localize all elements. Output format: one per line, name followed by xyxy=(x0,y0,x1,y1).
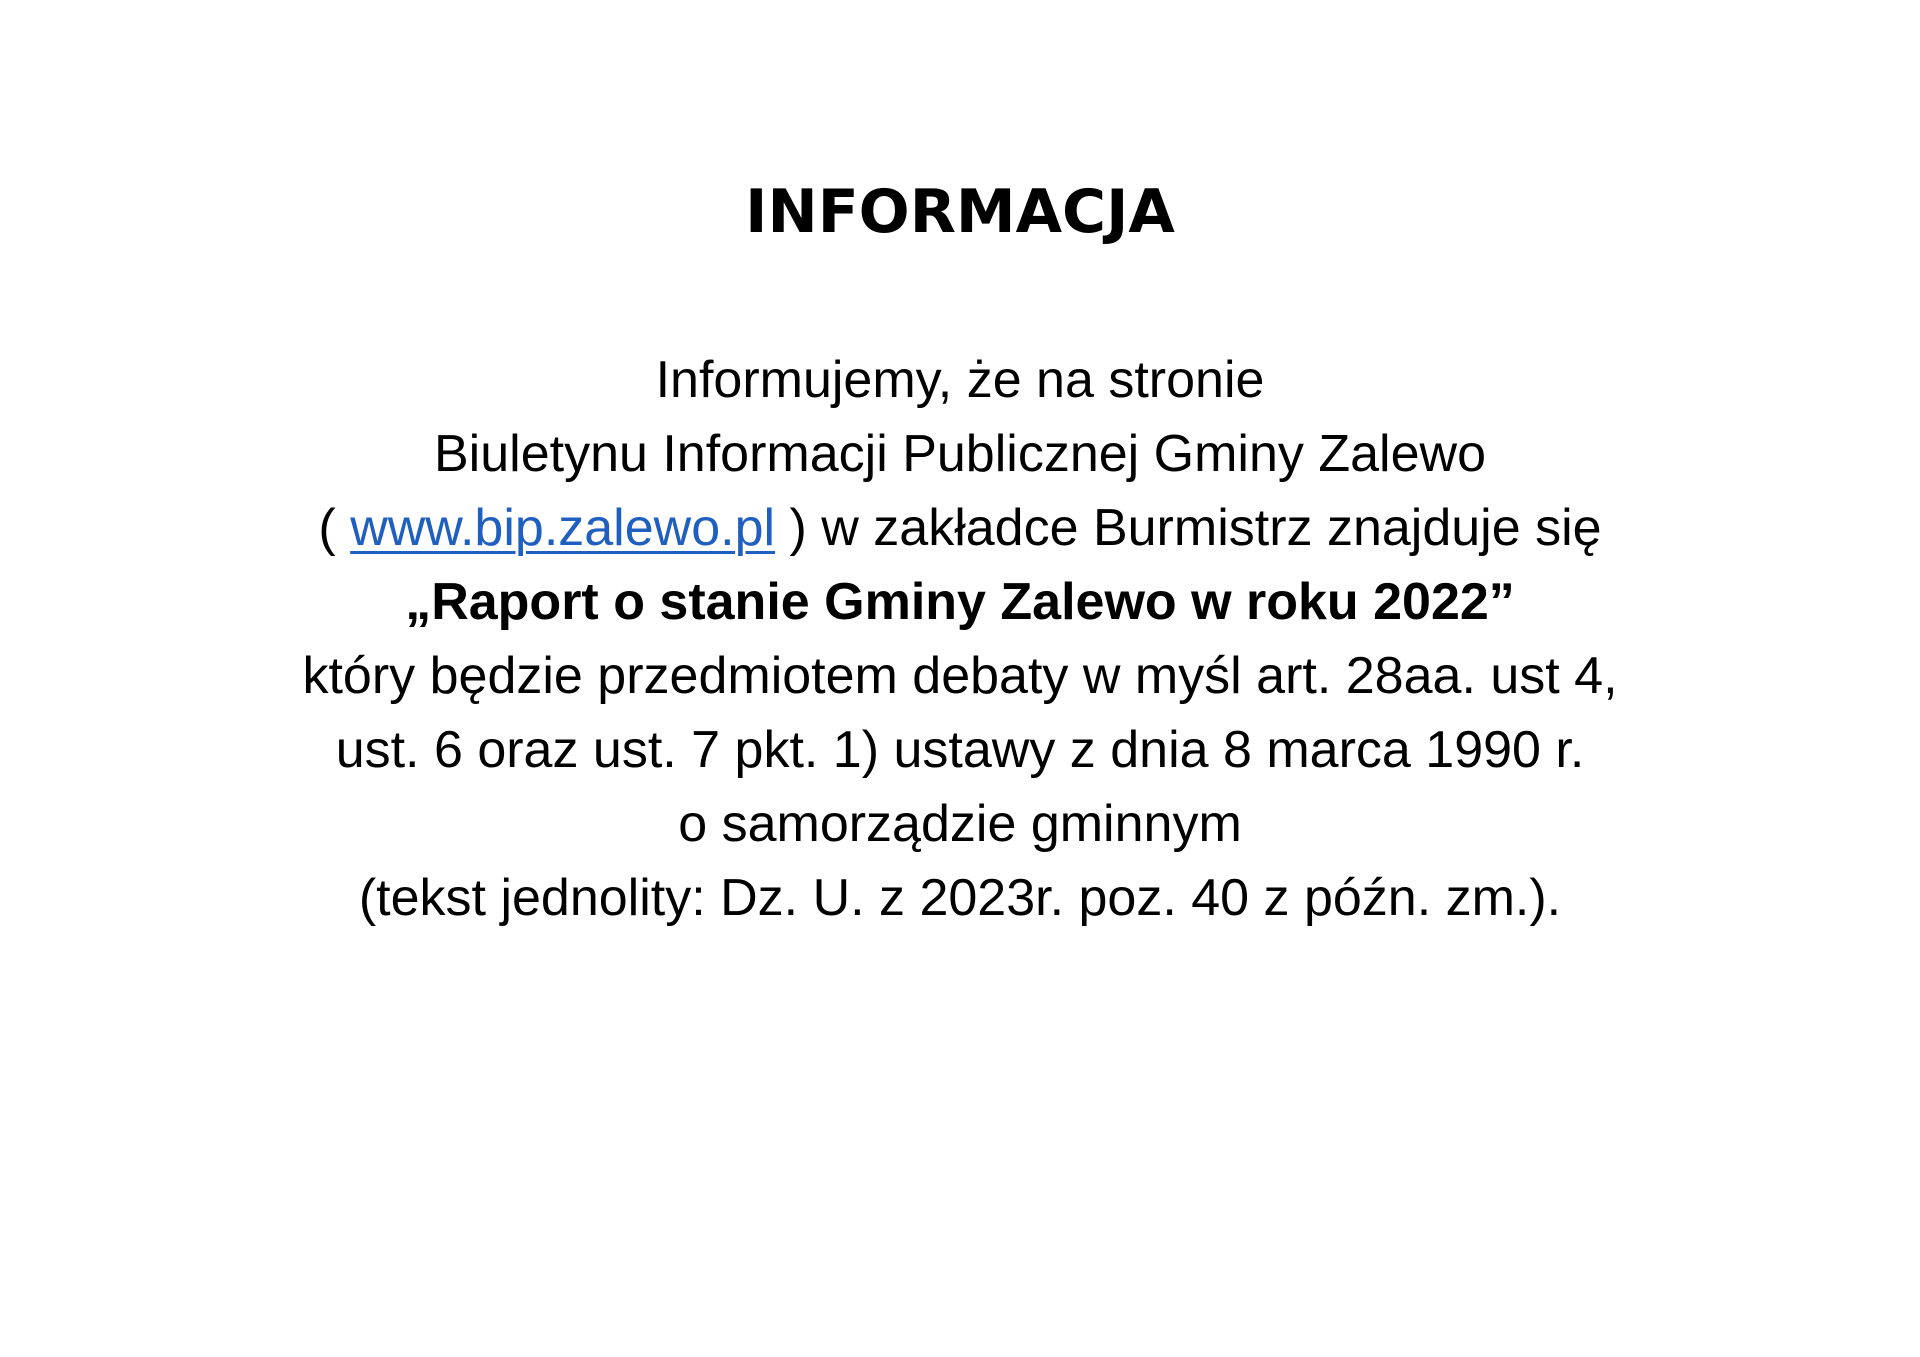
bip-website-link[interactable]: www.bip.zalewo.pl xyxy=(350,499,776,557)
document-title: INFORMACJA xyxy=(745,177,1175,247)
body-line-legal-reference: (tekst jednolity: Dz. U. z 2023r. poz. 40 z późn. zm.). xyxy=(358,869,1562,927)
body-line-bulletin: Biuletynu Informacji Publicznej Gminy Zalewo xyxy=(434,425,1486,483)
report-title: „Raport o stanie Gminy Zalewo w roku 2022” xyxy=(405,573,1515,631)
tab-location-text: ) w zakładce Burmistrz znajduje się xyxy=(775,499,1602,557)
body-line-intro: Informujemy, że na stronie xyxy=(655,351,1265,409)
paren-open-text: ( xyxy=(318,499,351,557)
body-line-website xyxy=(0,491,1920,565)
body-line-act-name: o samorządzie gminnym xyxy=(678,795,1242,853)
document-body xyxy=(0,343,1920,935)
body-line-statute: ust. 6 oraz ust. 7 pkt. 1) ustawy z dnia 8 marca 1990 r. xyxy=(335,721,1585,779)
body-line-debate: który będzie przedmiotem debaty w myśl art. 28aa. ust 4, xyxy=(302,647,1618,705)
